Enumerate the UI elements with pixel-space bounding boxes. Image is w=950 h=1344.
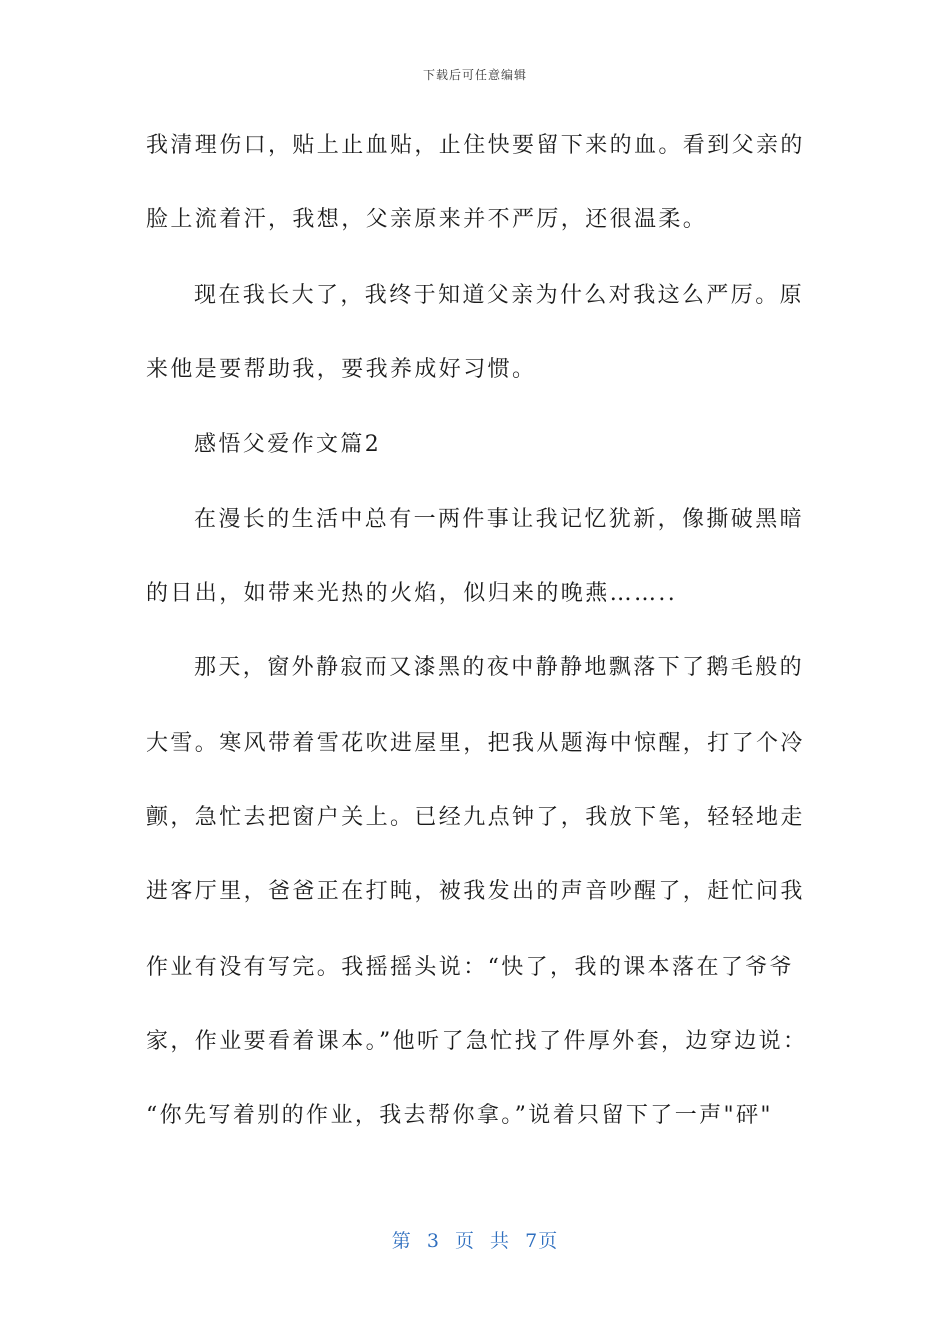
page-number-word: 页	[454, 1230, 475, 1252]
text-line: 进客厅里，爸爸正在打盹，被我发出的声音吵醒了，赶忙问我	[146, 879, 805, 904]
text-line: 脸上流着汗，我想，父亲原来并不严厉，还很温柔。	[146, 207, 708, 232]
text-line: 在漫长的生活中总有一两件事让我记忆犹新，像撕破黑暗	[194, 507, 805, 532]
text-line: 颤，急忙去把窗户关上。已经九点钟了，我放下笔，轻轻地走	[146, 805, 805, 830]
text-line: 现在我长大了，我终于知道父亲为什么对我这么严厉。原	[194, 283, 805, 308]
page-number-current: 3	[426, 1230, 440, 1252]
text-line: “你先写着别的作业，我去帮你拿。”说着只留下了一声"砰"	[146, 1103, 773, 1128]
text-line: 那天，窗外静寂而又漆黑的夜中静静地飘落下了鹅毛般的	[194, 655, 805, 680]
page-number-prefix: 第	[391, 1230, 412, 1252]
page-number-total: 7页	[525, 1230, 559, 1252]
text-line: 来他是要帮助我，要我养成好习惯。	[146, 357, 537, 382]
text-line: 我清理伤口，贴上止血贴，止住快要留下来的血。看到父亲的	[146, 133, 805, 158]
page-header-note: 下载后可任意编辑	[422, 68, 527, 82]
text-line: 大雪。寒风带着雪花吹进屋里，把我从题海中惊醒，打了个冷	[146, 731, 805, 756]
section-heading: 感悟父爱作文篇2	[194, 432, 382, 457]
text-line: 家，作业要看着课本。”他听了急忙找了件厚外套，边穿边说：	[146, 1029, 808, 1054]
page-number-footer	[0, 1226, 950, 1253]
page-number-total-word: 共	[490, 1230, 511, 1252]
text-line: 作业有没有写完。我摇摇头说：“快了，我的课本落在了爷爷	[146, 955, 795, 980]
text-line: 的日出，如带来光热的火焰，似归来的晚燕……..	[146, 581, 678, 606]
